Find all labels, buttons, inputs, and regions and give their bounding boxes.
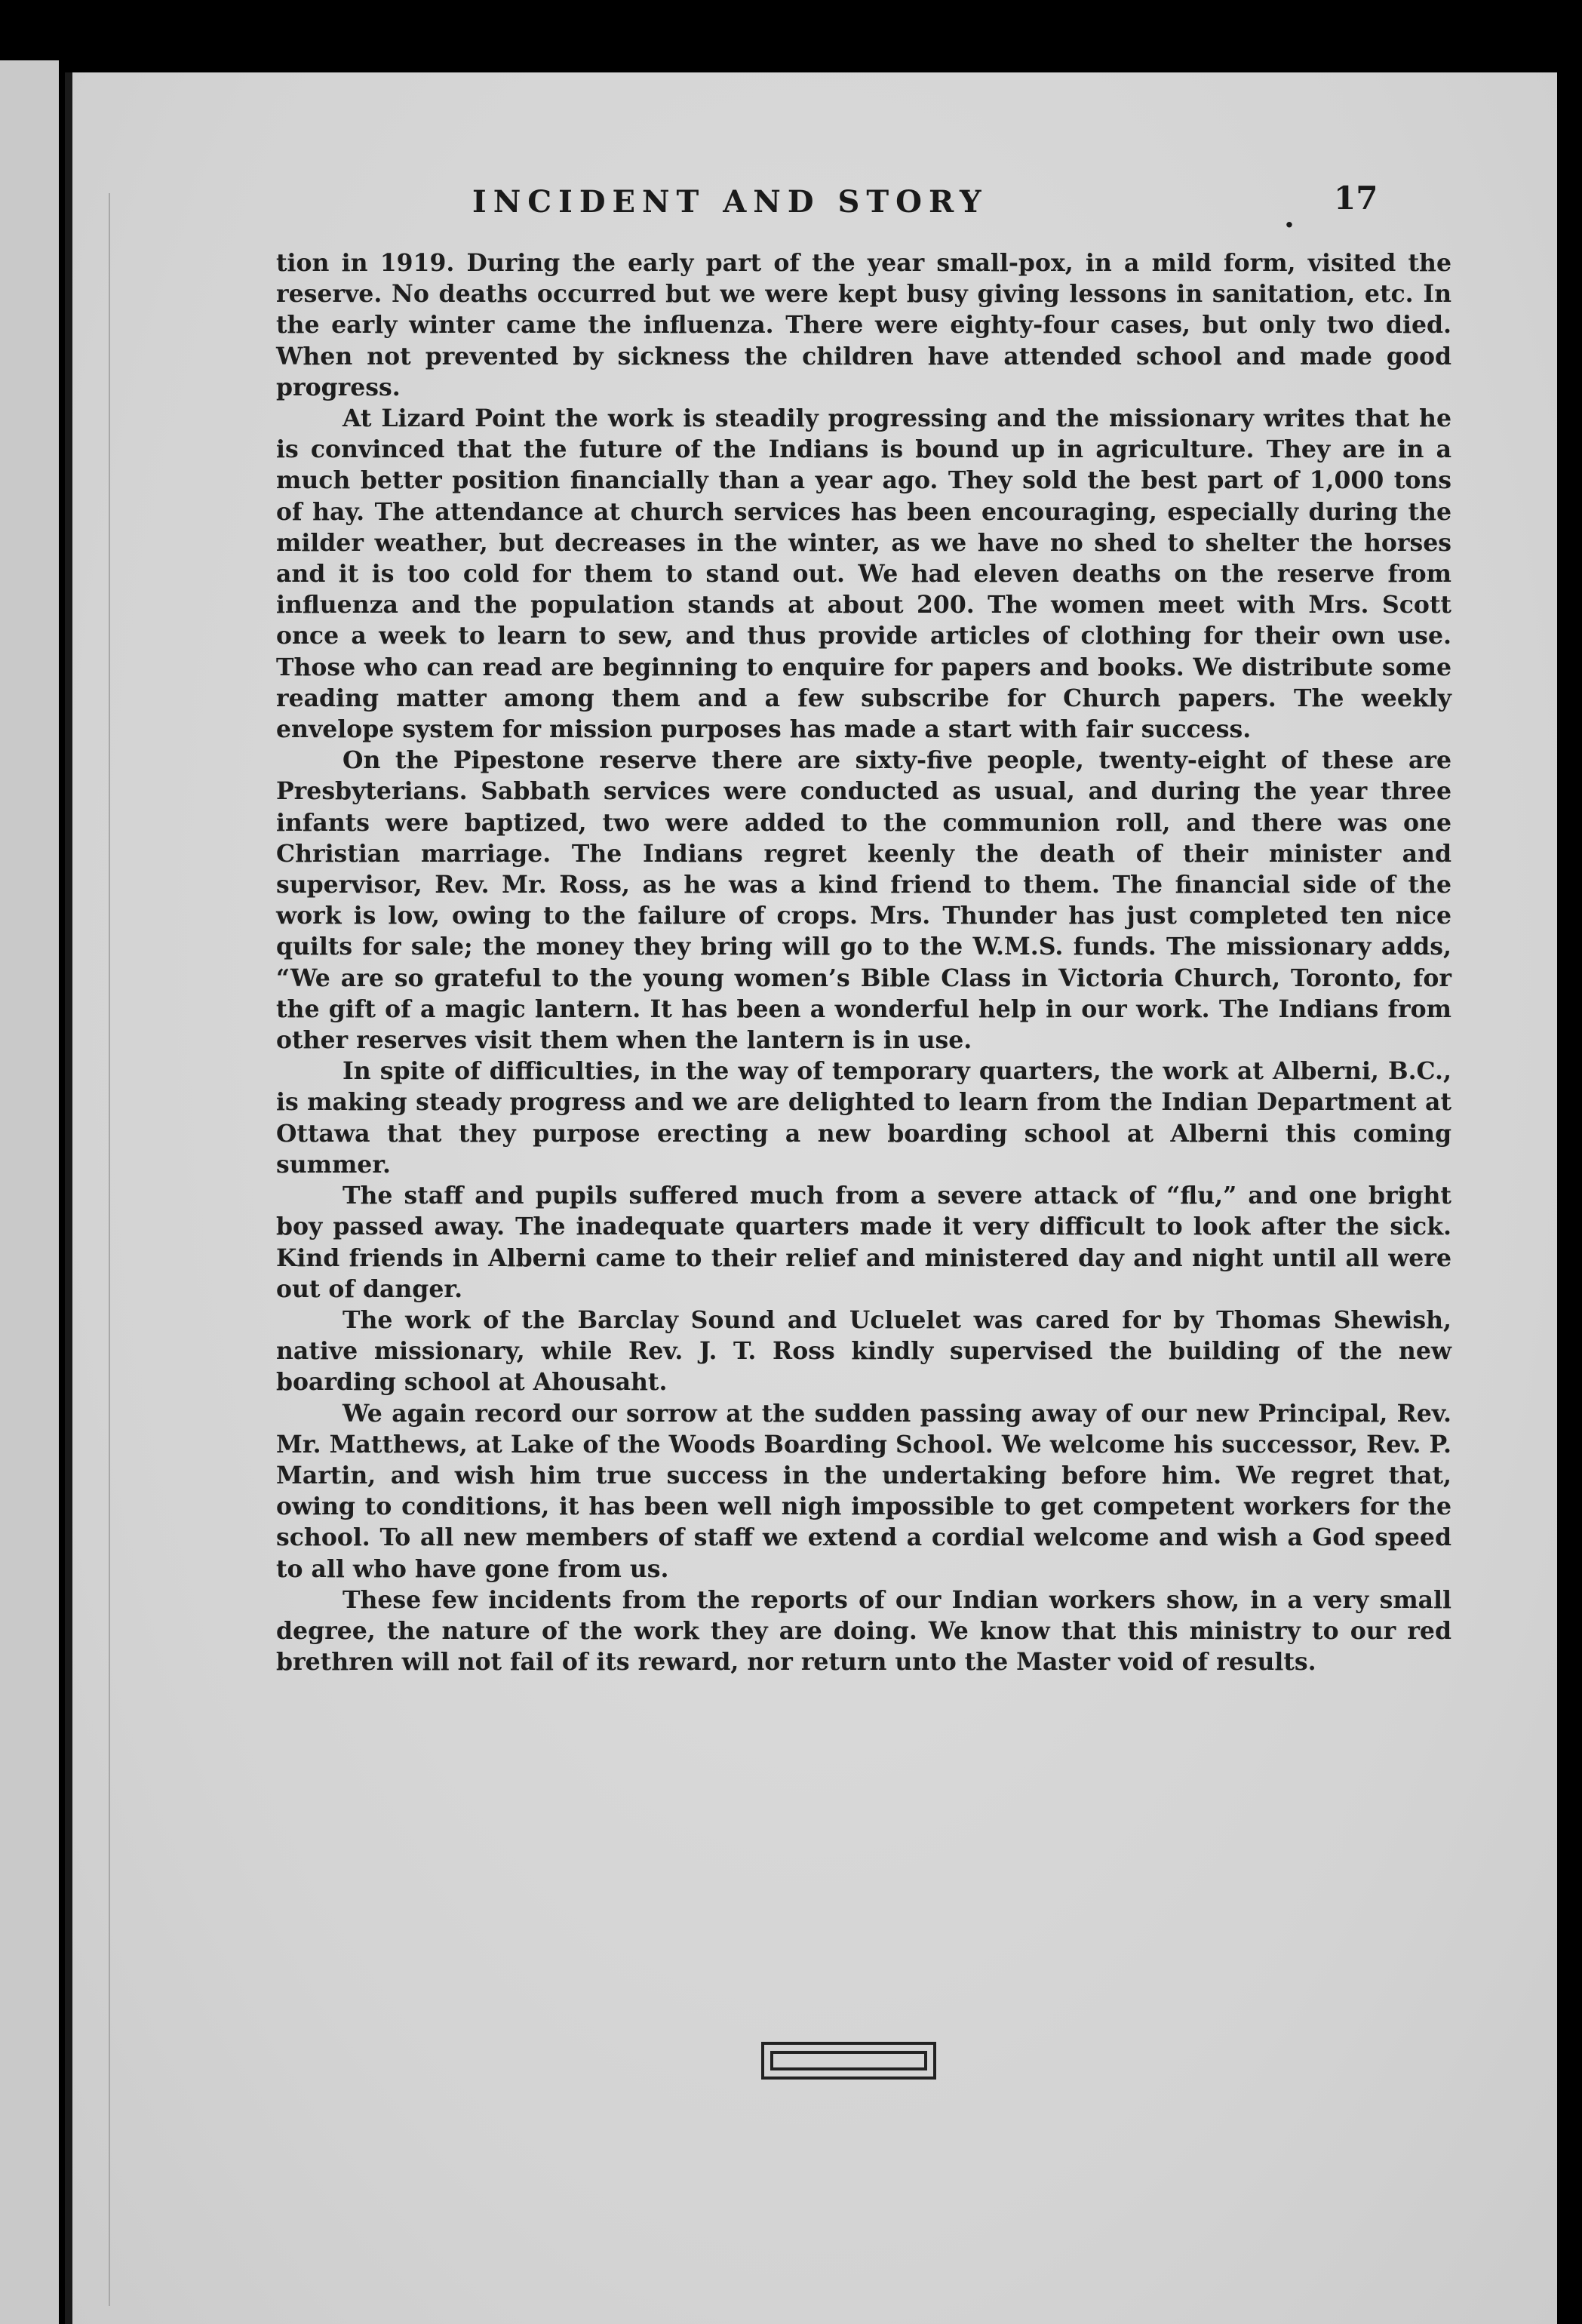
paragraph-flu: The staff and pupils suffered much from a severe attack of “flu,” and one bright boy passed away. The inadequate quarters made it very difficult to look after the sick. Kind friends in Alberni came to their relief and ministered day and night until all were out of danger. bbox=[276, 1182, 1451, 1303]
article-body bbox=[276, 247, 1451, 1677]
previous-page-edge bbox=[0, 60, 59, 2324]
paragraph-lizard-point: At Lizard Point the work is steadily progressing and the missionary writes that he is convinced that the future of the Indians is bound up in agriculture. They are in a much better position financially than a year ago. They sold the best part of 1,000 tons of hay. The attendance at church services has been encouraging, especially during the milder weather, but decreases in the winter, as we have no shed to shelter the horses and it is too cold for them to stand out. We had eleven deaths on the reserve from influenza and the population stands at about 200. The women meet with Mrs. Scott once a week to learn to sew, and thus provide articles of clothing for their own use. Those who can read are beginning to enquire for papers and books. We distribute some reading matter among them and a few subscribe for Church papers. The weekly envelope system for mission purposes has made a start with fair success. bbox=[276, 404, 1451, 744]
paragraph-lake-of-the-woods: We again record our sorrow at the sudden passing away of our new Principal, Rev. Mr. Matthews, at Lake of the Woods Boarding School. We welcome his successor, Rev. P. Martin, and wish him true success in the undertaking before him. We regret that, owing to conditions, it has been well nigh impossible to get competent workers for the school. To all new members of staff we extend a cordial welcome and wish a God speed to all who have gone from us. bbox=[276, 1399, 1451, 1583]
page-fold-line bbox=[109, 193, 110, 2306]
page-binding-edge bbox=[65, 72, 72, 2324]
page-number: 17 bbox=[1334, 180, 1378, 217]
paragraph-pipestone: On the Pipestone reserve there are sixty-five people, twenty-eight of these are Presbyterians. Sabbath services were conducted as usual, and during the year three infants were baptized, two were added to the communion roll, and there was one Christian marriage. The Indians regret keenly the death of their minister and supervisor, Rev. Mr. Ross, as he was a kind friend to them. The financial side of the work is low, owing to the failure of crops. Mrs. Thunder has just completed ten nice quilts for sale; the money they bring will go to the W.M.S. funds. The missionary adds, “We are so grateful to the young women’s Bible Class in Victoria Church, Toronto, for the gift of a magic lantern. It has been a wonderful help in our work. The Indians from other reserves visit them when the lantern is in use. bbox=[276, 746, 1451, 1055]
running-head bbox=[65, 180, 1557, 235]
book-page bbox=[65, 72, 1557, 2324]
running-head-dot: . bbox=[1284, 199, 1295, 235]
end-ornament-inner-border bbox=[770, 2051, 927, 2070]
paragraph-smallpox: tion in 1919. During the early part of the year small-pox, in a mild form, visited the reserve. No deaths occurred but we were kept busy giving lessons in sanitation, etc. In the early winter came the influenza. There were eighty-four cases, but only two died. When not prevented by sickness the children have attended school and made good progress. bbox=[276, 249, 1451, 401]
running-head-title: INCIDENT AND STORY bbox=[472, 184, 988, 220]
end-ornament bbox=[761, 2042, 936, 2080]
paragraph-barclay-sound: The work of the Barclay Sound and Ucluelet was cared for by Thomas Shewish, native missionary, while Rev. J. T. Ross kindly supervised the building of the new boarding school at Ahousaht. bbox=[276, 1305, 1451, 1397]
paragraph-closing: These few incidents from the reports of our Indian workers show, in a very small degree, the nature of the work they are doing. We know that this ministry to our red brethren will not fail of its reward, nor return unto the Master void of results. bbox=[276, 1585, 1451, 1677]
paragraph-alberni: In spite of difficulties, in the way of temporary quarters, the work at Alberni, B.C., is making steady progress and we are delighted to learn from the Indian Department at Ottawa that they purpose erecting a new boarding school at Alberni this coming summer. bbox=[276, 1057, 1451, 1179]
